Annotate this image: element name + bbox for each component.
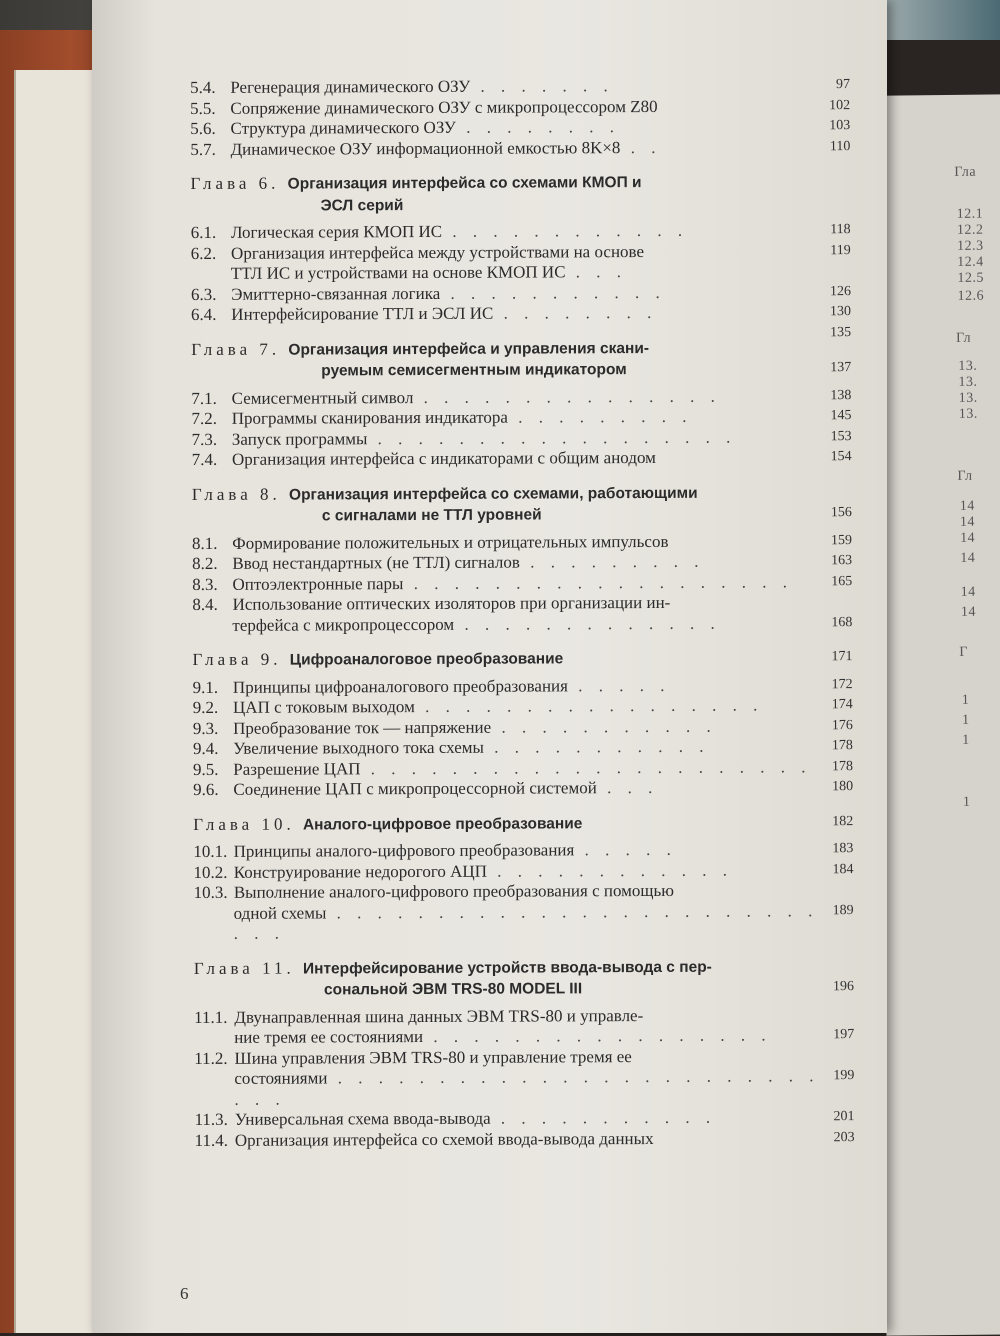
section-page-number: 153 xyxy=(830,428,852,444)
leader-dots: . . xyxy=(620,137,662,157)
chapter-page-number: 137 xyxy=(830,360,852,376)
section-page-number: 183 xyxy=(832,841,854,857)
section-number: 10.2. xyxy=(193,862,228,882)
chapter-label: Глава 7. xyxy=(191,339,289,359)
section-page-number: 184 xyxy=(832,861,854,877)
leader-dots: . . . . . . . . . . . xyxy=(440,282,666,303)
section-number: 10.3. xyxy=(193,882,228,902)
chapter-title: Аналого-цифровое преобразование xyxy=(302,814,583,834)
leader-dots: . . . . . . . . xyxy=(493,302,658,323)
section-title: ЦАП с токовым выходом xyxy=(232,697,415,717)
section-page-number: 168 xyxy=(831,614,853,630)
toc-entry xyxy=(191,386,851,409)
toc-entry xyxy=(193,860,853,883)
adjacent-page-text: 14 xyxy=(960,550,976,566)
adjacent-page-text: 14 xyxy=(959,498,975,514)
leader-dots: . . . . . . . . . . . . . . . . . . . . . . . . . . . xyxy=(234,1066,820,1109)
section-number: 11.1. xyxy=(194,1007,228,1027)
section-number: 8.3. xyxy=(192,574,218,594)
leader-dots: . . . . . . . . . . . . . xyxy=(454,613,721,634)
chapter-title-continued: руемым семисегментным индикатором xyxy=(321,361,627,380)
section-page-number: 165 xyxy=(831,573,853,589)
section-page-number: 203 xyxy=(833,1129,855,1145)
section-title: Регенерация динамического ОЗУ xyxy=(230,76,471,97)
section-page-number: 201 xyxy=(833,1109,855,1125)
section-number: 11.3. xyxy=(194,1109,228,1129)
section-title: Программы сканирования индикатора xyxy=(231,407,508,428)
section-title: состояниями xyxy=(234,1068,328,1088)
leader-dots: . . . . . . . . . . . xyxy=(491,716,717,737)
toc-entry xyxy=(192,447,852,470)
section-number: 9.4. xyxy=(192,738,219,758)
section-title: Преобразование ток — напряжение xyxy=(233,717,492,738)
section-page-number: 174 xyxy=(831,697,853,713)
section-title: Организация интерфейса между устройствами на основе xyxy=(230,241,645,263)
section-page-number: 176 xyxy=(831,717,853,733)
leader-dots: . . . . . . . . . xyxy=(507,406,693,427)
leader-dots: . . . . . . . . . . . . . . . xyxy=(413,386,721,407)
section-page-number: 119 xyxy=(830,242,851,258)
section-number: 8.1. xyxy=(191,533,218,553)
section-number: 6.2. xyxy=(190,243,217,263)
adjacent-page-text: 12.2 xyxy=(956,222,984,238)
toc-entry xyxy=(193,695,853,718)
toc-entry xyxy=(195,1107,855,1130)
chapter-title: Интерфейсирование устройств ввода-вывода с пер- xyxy=(302,958,712,978)
section-page-number: 154 xyxy=(830,449,852,465)
leader-dots: . . . . . . . . . . . . . . . . . . . . . . . . . . . xyxy=(233,900,819,943)
toc-entry xyxy=(190,75,850,98)
section-number: 6.3. xyxy=(190,284,217,304)
section-number: 9.3. xyxy=(192,718,219,738)
section-number: 9.5. xyxy=(192,759,219,779)
section-page-number: 199 xyxy=(833,1068,855,1084)
section-number: 11.4. xyxy=(194,1130,229,1150)
toc-entry xyxy=(193,675,853,698)
toc-entry xyxy=(195,1128,855,1151)
section-number: 6.1. xyxy=(190,222,217,242)
section-number: 8.4. xyxy=(192,594,218,614)
leader-dots: . . . . . . . . . . . . . . . . . . xyxy=(367,427,737,448)
section-page-number: 159 xyxy=(830,532,853,548)
section-number: 7.4. xyxy=(191,449,218,469)
chapter-title-continued: сональной ЭВМ TRS-80 MODEL III xyxy=(323,980,583,999)
adjacent-page-text: Гла xyxy=(954,164,977,180)
adjacent-page-text: 13. xyxy=(958,374,978,390)
section-page-number: 189 xyxy=(832,902,854,918)
chapter-label: Глава 9. xyxy=(192,649,290,669)
section-title: Соединение ЦАП с микропроцессорной системой xyxy=(233,778,597,799)
section-number: 6.4. xyxy=(190,304,217,324)
toc-entry xyxy=(194,1066,854,1110)
section-page-number: 180 xyxy=(832,779,854,795)
section-title: Формирование положительных и отрицательных импульсов xyxy=(232,531,669,553)
toc-entry xyxy=(190,116,850,139)
toc-entry xyxy=(192,551,852,574)
section-page-number: 163 xyxy=(831,553,853,569)
section-title: Выполнение аналого-цифрового преобразования с помощью xyxy=(233,880,674,902)
section-title: Двунаправленная шина данных ЭВМ TRS-80 и управле- xyxy=(234,1005,644,1027)
section-number: 5.7. xyxy=(190,139,216,159)
chapter-page-number: 182 xyxy=(832,813,854,829)
section-title: Принципы цифроаналогового преобразования xyxy=(232,675,568,697)
chapter-label: Глава 10. xyxy=(193,814,303,834)
section-title: Сопряжение динамического ОЗУ с микропроцессором Z80 xyxy=(230,96,658,118)
section-page-number: 178 xyxy=(831,738,853,754)
leader-dots: . . . . . . . . xyxy=(455,117,620,137)
adjacent-page-text: 12.1 xyxy=(956,206,984,222)
toc-entry xyxy=(192,613,852,636)
section-page-number: 110 xyxy=(829,138,851,154)
leader-dots: . . . . . . . . . . . xyxy=(490,1107,717,1128)
section-title: Разрешение ЦАП xyxy=(233,758,361,779)
adjacent-page-text: 12.3 xyxy=(957,238,984,254)
page-number: 6 xyxy=(180,1284,189,1303)
chapter-title: Организация интерфейса и управления скани- xyxy=(288,339,650,359)
adjacent-page-text: 12.5 xyxy=(957,270,985,286)
section-number: 5.6. xyxy=(190,118,216,138)
section-page-number: 178 xyxy=(831,758,854,774)
leader-dots: . . . . . . . . . . . . . . . . . xyxy=(423,1025,772,1046)
section-number: 9.1. xyxy=(192,677,219,697)
section-title: Организация интерфейса с индикаторами с общим анодом xyxy=(231,447,656,469)
adjacent-page-text: 14 xyxy=(960,584,976,600)
section-title: Динамическое ОЗУ информационной емкостью 8K×8 xyxy=(230,137,621,159)
toc-entry xyxy=(190,96,850,119)
toc-entry xyxy=(193,736,853,759)
toc-entry xyxy=(191,261,851,284)
section-page-number: 97 xyxy=(836,77,851,93)
leader-dots: . . . . . . . . . xyxy=(519,551,705,572)
chapter-heading xyxy=(194,956,854,1002)
section-number: 10.1. xyxy=(193,841,228,861)
leader-dots: . . . . . . . xyxy=(470,76,614,96)
section-page-number: 135 xyxy=(830,324,852,340)
section-number: 8.2. xyxy=(192,553,218,573)
section-number: 5.5. xyxy=(190,98,216,118)
section-title: ТТЛ ИС и устройствами на основе КМОП ИС xyxy=(230,262,566,283)
leader-dots: . . . . . . . . . . . . xyxy=(486,860,733,881)
adjacent-page-text: Гл xyxy=(957,468,973,484)
toc-entry xyxy=(194,1005,854,1028)
section-title: Структура динамического ОЗУ xyxy=(230,117,456,138)
section-page-number: 102 xyxy=(829,97,851,113)
adjacent-page-text: Гл xyxy=(955,330,972,346)
toc-entry xyxy=(191,302,851,325)
section-page-number: 130 xyxy=(829,304,852,320)
chapter-label: Глава 11. xyxy=(193,958,303,978)
toc-entry xyxy=(191,282,851,305)
adjacent-page-text: 13. xyxy=(958,406,978,422)
toc-entry xyxy=(192,572,852,595)
section-page-number: 145 xyxy=(830,408,852,424)
toc-entry xyxy=(193,777,853,800)
toc-entry xyxy=(192,592,852,615)
section-page-number: 138 xyxy=(830,387,852,403)
toc-entry xyxy=(191,220,851,243)
section-title: Шина управления ЭВМ TRS-80 и управление тремя ее xyxy=(234,1046,632,1068)
chapter-heading xyxy=(190,171,850,217)
chapter-page-number: 171 xyxy=(831,649,853,665)
section-number: 5.4. xyxy=(190,77,216,97)
leader-dots: . . . xyxy=(565,262,628,282)
section-title: Логическая серия КМОП ИС xyxy=(230,221,443,242)
section-number: 7.1. xyxy=(191,388,217,408)
chapter-heading xyxy=(192,647,852,671)
section-title: терфейса с микропроцессором xyxy=(232,614,455,635)
chapter-page-number: 156 xyxy=(830,505,852,521)
chapter-heading xyxy=(193,812,853,836)
table-of-contents xyxy=(190,75,855,1151)
chapter-title: Цифроаналоговое преобразование xyxy=(289,650,564,669)
leader-dots: . . . . . . . . . . . . . . . . . xyxy=(414,695,764,717)
chapter-title: Организация интерфейса со схемами, работающими xyxy=(288,484,698,504)
section-page-number: 103 xyxy=(829,118,851,134)
chapter-heading xyxy=(192,482,852,528)
section-number: 9.2. xyxy=(192,697,219,717)
toc-entry xyxy=(191,406,851,429)
toc-entry xyxy=(194,901,854,945)
adjacent-page-text: Г xyxy=(959,644,969,660)
section-number: 9.6. xyxy=(193,779,219,799)
leader-dots: . . . . . . . . . . . xyxy=(483,736,710,757)
toc-entry xyxy=(194,880,854,903)
section-title: одной схемы xyxy=(233,902,327,923)
section-title: ние тремя ее состояниями xyxy=(234,1026,424,1047)
chapter-page-number: 196 xyxy=(832,979,855,995)
adjacent-page-text: 1 xyxy=(962,732,970,748)
leader-dots: . . . . . . . . . . . . xyxy=(442,220,689,241)
chapter-label: Глава 8. xyxy=(191,484,290,504)
chapter-title-continued: ЭСЛ серий xyxy=(320,196,404,214)
section-page-number: 197 xyxy=(833,1027,855,1043)
section-title: Организация интерфейса со схемой ввода-вывода данных xyxy=(234,1128,654,1150)
section-page-number: 126 xyxy=(829,283,851,299)
leader-dots: . . . . . xyxy=(567,675,671,695)
toc-entry xyxy=(193,839,853,862)
adjacent-page-text: 14 xyxy=(960,530,976,546)
adjacent-page-text: 14 xyxy=(959,514,976,530)
section-title: Запуск программы xyxy=(231,428,368,449)
toc-entry xyxy=(190,137,850,160)
adjacent-page-text: 12.4 xyxy=(957,254,984,270)
toc-entry xyxy=(192,531,852,554)
toc-entry xyxy=(191,241,851,264)
leader-dots: . . . . . . . . . . . . . . . . . . . . . . xyxy=(360,756,812,778)
section-title: Увеличение выходного тока схемы xyxy=(233,737,484,758)
section-title: Ввод нестандартных (не ТТЛ) сигналов xyxy=(232,552,520,573)
toc-entry xyxy=(193,757,853,780)
adjacent-page-text: 1 xyxy=(961,692,970,708)
chapter-title: Организация интерфейса со схемами КМОП и xyxy=(287,174,642,193)
adjacent-page-text: 1 xyxy=(962,794,971,810)
adjacent-page-text: 12.6 xyxy=(957,288,985,304)
chapter-heading xyxy=(191,337,851,383)
section-number: 11.2. xyxy=(194,1048,228,1068)
section-number: 7.2. xyxy=(191,408,218,428)
toc-entry xyxy=(194,1046,854,1069)
toc-entry xyxy=(192,427,852,450)
section-title: Эмиттерно-связанная логика xyxy=(231,283,441,304)
adjacent-page-text: 1 xyxy=(961,712,970,728)
section-title: Использование оптических изоляторов при организации ин- xyxy=(232,592,671,614)
adjacent-page-text: 14 xyxy=(960,604,977,620)
section-title: Универсальная схема ввода-вывода xyxy=(234,1108,491,1129)
leader-dots: . . . . . . . . . . . . . . . . . . . xyxy=(403,571,793,593)
section-title: Оптоэлектронные пары xyxy=(232,573,404,594)
section-title: Семисегментный символ xyxy=(231,387,414,408)
section-number: 7.3. xyxy=(191,429,218,449)
section-title: Принципы аналого-цифрового преобразования xyxy=(233,840,575,861)
toc-entry xyxy=(193,716,853,739)
chapter-title-continued: с сигналами не ТТЛ уровней xyxy=(321,506,542,525)
adjacent-page xyxy=(874,94,1000,1335)
toc-entry xyxy=(194,1025,854,1048)
section-page-number: 172 xyxy=(831,676,853,692)
adjacent-page-text: 13. xyxy=(958,358,978,374)
leader-dots: . . . . . xyxy=(574,839,677,860)
leader-dots: . . . xyxy=(596,777,659,798)
section-title: Интерфейсирование ТТЛ и ЭСЛ ИС xyxy=(231,303,494,324)
chapter-label: Глава 6. xyxy=(190,173,288,193)
section-page-number: 118 xyxy=(830,222,851,238)
section-title: Конструирование недорогого АЦП xyxy=(233,861,487,882)
adjacent-page-text: 13. xyxy=(958,390,978,406)
